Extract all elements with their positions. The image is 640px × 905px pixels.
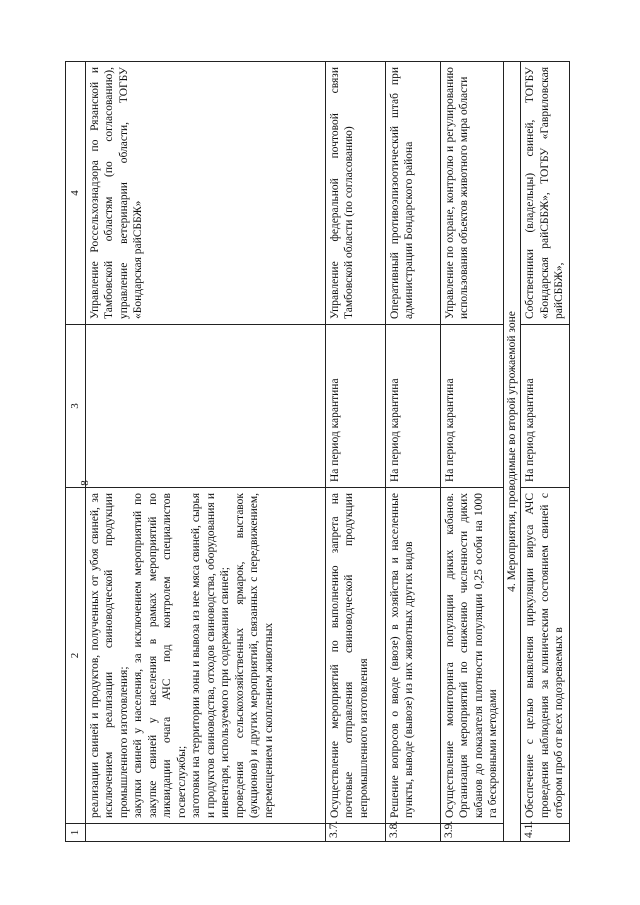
table-row xyxy=(85,62,325,842)
header-col-3: 3 xyxy=(66,325,86,488)
row-number: 3.9. xyxy=(440,824,503,842)
executor-cell: Оперативный противоэпизоотический штаб при администрации Бондарского района xyxy=(385,62,440,325)
measure-cell: Обеспечение с целью выявления циркуляции вируса АЧС проведения наблюдения за клиническим состоянием свиней с отбором проб от всех подозреваемых в xyxy=(521,488,570,824)
measure-cell: Осуществление мероприятий по выполнению запрета на почтовые отправления свиноводческой продукции непромышленного изготовления xyxy=(325,488,385,824)
header-col-1: 1 xyxy=(66,824,86,842)
rotated-table-page xyxy=(65,62,565,842)
term-cell: На период карантина xyxy=(325,325,385,488)
table-row xyxy=(440,62,503,842)
row-number: 3.8. xyxy=(385,824,440,842)
term-cell: На период карантина xyxy=(521,325,570,488)
measures-table xyxy=(65,61,570,842)
measure-item: проведения сельскохозяйственных ярмарок, выставок (аукционов) и других мероприятий, связанных с передвижением, перемещением и скоплением животных xyxy=(233,493,275,818)
term-cell: На период карантина xyxy=(440,325,503,488)
table-row xyxy=(521,62,570,842)
measure-cell: Решение вопросов о вводе (ввозе) в хозяйства и населенные пункты, выводе (вывозе) из них животных других видов xyxy=(385,488,440,824)
header-col-4: 4 xyxy=(66,62,86,325)
measure-item: реализации свиней и продуктов, полученных от убоя свиней, за исключением реализации свиноводческой продукции промышленного изготовления; xyxy=(88,493,130,818)
header-col-2: 2 xyxy=(66,488,86,824)
row-number: 3.7. xyxy=(325,824,385,842)
row-number xyxy=(85,824,325,842)
executor-cell: Управление по охране, контролю и регулированию использования объектов животного мира области xyxy=(440,62,503,325)
executor-cell: Управление Россельхознадзора по Рязанской и Тамбовской областям (по согласованию), управление ветеринарии области, ТОГБУ «Бондарская райСББЖ» xyxy=(85,62,325,325)
term-cell xyxy=(85,325,325,488)
term-cell: На период карантина xyxy=(385,325,440,488)
measure-item: закупки свиней у населения, за исключением мероприятий по закупке свиней у населения в рамках мероприятий по ликвидации очага АЧС под контролем специалистов госветслужбы; xyxy=(132,493,188,818)
section-row xyxy=(503,62,521,842)
section-title: 4. Мероприятия, проводимые во второй угрожаемой зоне xyxy=(503,62,521,842)
measure-cell xyxy=(85,488,325,824)
measure-item: заготовки на территории зоны и вывоза из нее мяса свиней, сырья и продуктов свиноводства, отходов свиноводства, оборудования и инвентаря, используемого при содержании свиней; xyxy=(190,493,231,818)
table-row xyxy=(325,62,385,842)
row-number: 4.1. xyxy=(521,824,570,842)
executor-cell: Собственники (владельцы) свиней, ТОГБУ «Бондарская райСББЖ», ТОГБУ «Гавриловская райСББЖ», xyxy=(521,62,570,325)
executor-cell: Управление федеральной почтовой связи Тамбовской области (по согласованию) xyxy=(325,62,385,325)
table-row xyxy=(385,62,440,842)
page-number: 8 xyxy=(79,480,91,486)
measure-cell: Осуществление мониторинга популяции диких кабанов. Организация мероприятий по снижению численности диких кабанов до показателя плотности популяции 0,25 особи на 1000 га бескровными методами xyxy=(440,488,503,824)
header-row xyxy=(66,62,86,842)
